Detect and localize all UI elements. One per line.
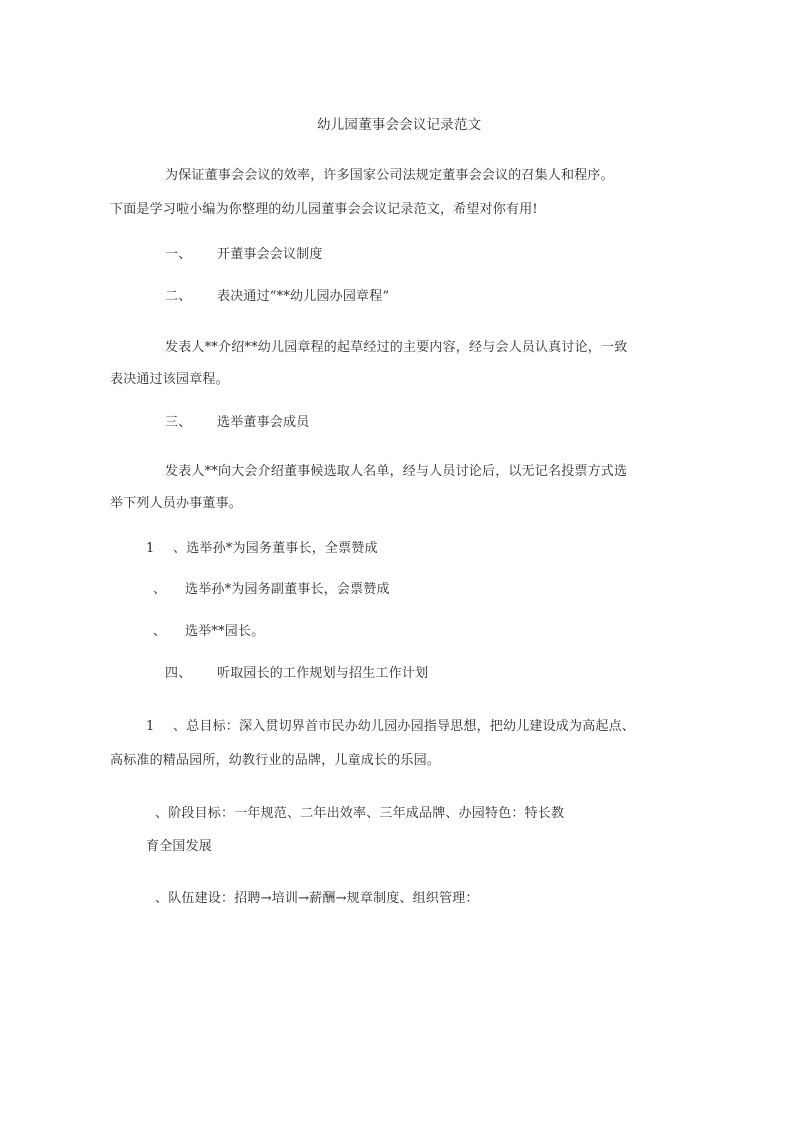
- list-text: 选举**园长。: [185, 624, 265, 639]
- list-text: 选举孙*为园务副董事长，会票赞成: [185, 582, 390, 597]
- list-text-continued: 育全国发展: [146, 839, 213, 854]
- list-text: 、选举孙*为园务董事长，全票赞成: [173, 541, 378, 556]
- intro-line-1: 为保证董事会会议的效率，许多国家公司法规定董事会会议的召集人和程序。: [165, 168, 614, 183]
- section-number: 一、: [165, 247, 192, 262]
- section-title: 表决通过“**幼儿园办园章程”: [217, 289, 390, 304]
- intro-line-2: 下面是学习啦小编为你整理的幼儿园董事会会议记录范文，希望对你有用!: [110, 202, 538, 217]
- list-text: 、队伍建设：招聘→培训→薪酬→规章制度、组织管理：: [155, 891, 479, 906]
- list-text: 、总目标：深入贯切界首市民办幼儿园办园指导思想，把幼儿建设成为高起点、: [173, 719, 636, 734]
- section-title: 听取园长的工作规划与招生工作计划: [217, 666, 429, 681]
- paragraph-line: 表决通过该园章程。: [110, 372, 229, 387]
- paragraph-line: 举下列人员办事董事。: [110, 496, 243, 511]
- list-number: 1: [146, 541, 155, 556]
- list-number: 1: [146, 719, 155, 734]
- paragraph-line: 发表人**介绍**幼儿园章程的起草经过的主要内容，经与会人员认真讨论，一致: [165, 340, 628, 355]
- list-text-continued: 高标准的精品园所，幼教行业的品牌，儿童成长的乐园。: [110, 753, 441, 768]
- list-number: 、: [153, 582, 167, 597]
- section-number: 二、: [165, 289, 192, 304]
- section-number: 三、: [165, 415, 192, 430]
- list-number: 、: [153, 624, 167, 639]
- section-title: 开董事会会议制度: [217, 247, 323, 262]
- list-text: 、阶段目标：一年规范、二年出效率、三年成品牌、办园特色：特长教: [155, 806, 565, 821]
- section-title: 选举董事会成员: [217, 415, 310, 430]
- document-title: 幼儿园董事会会议记录范文: [317, 117, 482, 133]
- section-number: 四、: [165, 666, 192, 681]
- paragraph-line: 发表人**向大会介绍董事候选取人名单，经与人员讨论后，以无记名投票方式选: [165, 464, 628, 479]
